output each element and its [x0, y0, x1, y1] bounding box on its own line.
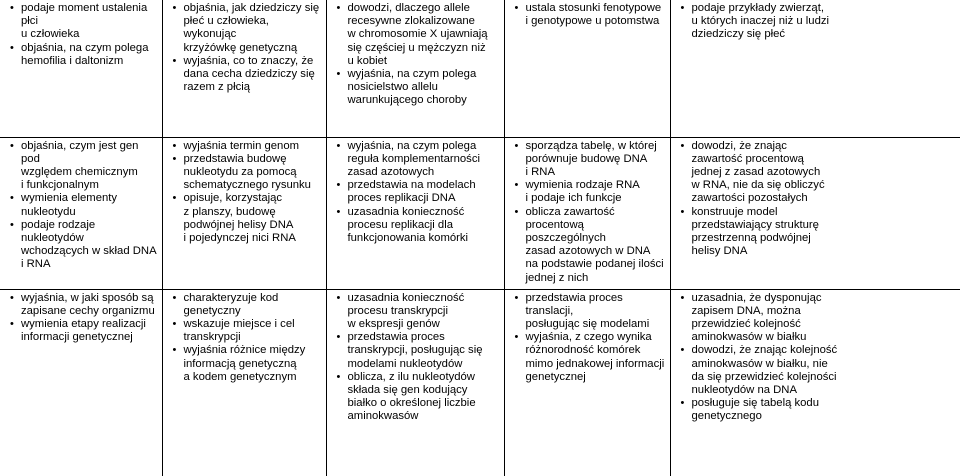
requirement-item-continuation: dziedziczy się płeć — [691, 28, 786, 41]
requirement-item-continuation: zapisem DNA, można — [691, 304, 801, 317]
requirement-item-continuation: względem chemicznym — [21, 165, 138, 178]
requirement-item: • uzasadnia konieczność — [337, 292, 501, 305]
requirement-item: • podaje moment ustalenia płci — [10, 2, 159, 28]
requirement-item: • objaśnia, na czym polega — [10, 42, 159, 55]
requirement-item: • dowodzi, że znając — [681, 140, 958, 153]
requirement-item: • uzasadnia, że dysponując — [681, 292, 958, 305]
requirement-item-continuation: proces replikacji DNA — [347, 192, 456, 205]
requirement-cell-level-3 — [326, 289, 504, 476]
requirement-item-continuation: hemofilia i daltonizm — [21, 54, 124, 67]
nucleic-acids-row — [0, 137, 960, 289]
requirement-item-continuation: transkrypcji — [183, 331, 241, 344]
requirement-item-continuation: dana cecha dziedziczy się — [183, 68, 315, 81]
requirement-cell-level-4 — [504, 289, 670, 476]
requirement-item-continuation: z planszy, budowę — [183, 205, 276, 218]
requirement-item-continuation: przestrzenną podwójnej — [691, 231, 811, 244]
requirement-item-continuation: zasad azotowych w DNA — [525, 245, 651, 258]
requirement-item-continuation: w RNA, nie da się obliczyć — [691, 179, 825, 192]
requirement-cell-level-3 — [326, 0, 504, 137]
requirement-list — [10, 2, 159, 68]
requirement-item: • wyjaśnia, z czego wynika — [515, 331, 667, 344]
requirement-list — [681, 140, 958, 259]
requirement-list — [681, 292, 958, 424]
requirement-item-continuation: porównuje budowę DNA — [525, 152, 648, 165]
requirement-cell-level-2 — [162, 289, 326, 476]
requirement-item: • wymienia etapy realizacji — [10, 318, 159, 331]
requirement-item: • wyjaśnia różnice między — [173, 344, 323, 357]
requirement-item: • przedstawia proces translacji, — [515, 292, 667, 318]
requirement-cell-level-4 — [504, 0, 670, 137]
requirement-item: • sporządza tabelę, w której — [515, 140, 667, 153]
requirement-item-continuation: razem z płcią — [183, 81, 251, 94]
requirement-list — [515, 2, 667, 28]
requirement-item-continuation: nosicielstwo allelu — [347, 81, 438, 94]
requirement-item: • dowodzi, że znając kolejność — [681, 344, 958, 357]
requirement-list — [515, 140, 667, 285]
requirement-item-continuation: nukleotydu — [21, 205, 76, 218]
requirement-item: • oblicza, z ilu nukleotydów — [337, 371, 501, 384]
requirement-item: • podaje rodzaje nukleotydów — [10, 219, 159, 245]
requirement-item: • wyjaśnia, na czym polega — [337, 68, 501, 81]
requirement-item: • posługuje się tabelą kodu — [681, 397, 958, 410]
requirement-item-continuation: schematycznego rysunku — [183, 179, 311, 192]
requirement-item: • wyjaśnia, co to znaczy, że — [173, 55, 323, 68]
requirement-list — [337, 292, 501, 424]
requirement-item-continuation: a kodem genetycznym — [183, 370, 297, 383]
requirement-item: • konstruuje model — [681, 206, 958, 219]
requirement-item-continuation: składa się gen kodujący — [347, 383, 468, 396]
requirement-list — [337, 140, 501, 246]
requirement-item-continuation: procesu transkrypcji — [347, 304, 448, 317]
requirement-cell-level-5 — [670, 137, 960, 289]
requirement-item-continuation: mimo jednakowej informacji — [525, 357, 665, 370]
requirement-item-continuation: procesu replikacji dla — [347, 218, 453, 231]
requirement-cell-level-3 — [326, 137, 504, 289]
requirement-item-continuation: transkrypcji, posługując się — [347, 344, 483, 357]
requirement-item-continuation: podwójnej helisy DNA — [183, 218, 294, 231]
requirement-item-continuation: zawartość procentową — [691, 152, 804, 165]
requirement-item-continuation: genetyczny — [183, 304, 241, 317]
requirement-item-continuation: i funkcjonalnym — [21, 179, 99, 192]
requirement-item-continuation: zasad azotowych — [347, 165, 435, 178]
requirement-item: • objaśnia, jak dziedziczy się — [173, 2, 323, 15]
requirement-item-continuation: modelami nukleotydów — [347, 357, 463, 370]
requirement-item: • dowodzi, dlaczego allele — [337, 2, 501, 15]
requirement-item-continuation: przedstawiający strukturę — [691, 218, 819, 231]
requirement-item-continuation: w ekspresji genów — [347, 317, 440, 330]
requirement-cell-level-2 — [162, 137, 326, 289]
requirement-item-continuation: informacją genetyczną — [183, 357, 297, 370]
requirement-item-continuation: genetycznej — [525, 370, 586, 383]
requirement-item-continuation: i pojedynczej nici RNA — [183, 231, 296, 244]
requirement-item-continuation: w chromosomie X ujawniają — [347, 28, 488, 41]
requirement-item-continuation: u kobiet — [347, 54, 388, 67]
requirement-item: • ustala stosunki fenotypowe — [515, 2, 667, 15]
requirement-item-continuation: przewidzieć kolejność — [691, 317, 801, 330]
requirement-item: • przedstawia budowę — [173, 153, 323, 166]
requirement-item: • wyjaśnia, na czym polega — [337, 140, 501, 153]
requirement-item-continuation: i genotypowe u potomstwa — [525, 15, 660, 28]
requirement-cell-level-5 — [670, 289, 960, 476]
requirement-item: • uzasadnia konieczność — [337, 206, 501, 219]
requirement-item-continuation: warunkującego choroby — [347, 94, 467, 107]
requirement-item-continuation: reguła komplementarności — [347, 152, 480, 165]
requirement-item: • wskazuje miejsce i cel — [173, 318, 323, 331]
requirement-item: • wyjaśnia termin genom — [173, 140, 323, 153]
requirement-item-continuation: nukleotydów na DNA — [691, 383, 797, 396]
requirement-item-continuation: posługując się modelami — [525, 317, 650, 330]
requirement-item-continuation: i RNA — [21, 258, 51, 271]
requirement-list — [337, 2, 501, 108]
requirement-item-continuation: różnorodność komórek — [525, 344, 641, 357]
requirement-list — [173, 2, 323, 94]
requirement-item-continuation: białko o określonej liczbie — [347, 397, 476, 410]
requirement-item: • wyjaśnia, w jaki sposób są — [10, 292, 159, 305]
requirement-item-continuation: funkcjonowania komórki — [347, 231, 469, 244]
requirement-item: • przedstawia na modelach — [337, 179, 501, 192]
requirement-item-continuation: i podaje ich funkcje — [525, 192, 622, 205]
requirement-cell-level-1 — [0, 289, 162, 476]
requirement-cell-level-1 — [0, 137, 162, 289]
requirement-list — [515, 292, 667, 384]
requirement-item-continuation: u których inaczej niż u ludzi — [691, 15, 830, 28]
requirement-cell-level-4 — [504, 137, 670, 289]
requirement-item-continuation: jednej z nich — [525, 271, 589, 284]
requirement-item: • wymienia rodzaje RNA — [515, 179, 667, 192]
requirement-item-continuation: się częściej u mężczyzn niż — [347, 41, 486, 54]
requirement-item-continuation: informacji genetycznej — [21, 331, 133, 344]
requirement-item-continuation: aminokwasów — [347, 410, 419, 423]
requirement-item-continuation: u człowieka — [21, 28, 80, 41]
requirement-list — [10, 292, 159, 345]
requirement-item-continuation: recesywne zlokalizowane — [347, 15, 475, 28]
requirement-item-continuation: da się przewidzieć kolejności — [691, 370, 837, 383]
requirement-cell-level-5 — [670, 0, 960, 137]
requirement-item-continuation: zawartości pozostałych — [691, 192, 808, 205]
requirement-item-continuation: aminokwasów w białku — [691, 331, 807, 344]
requirement-item: • przedstawia proces — [337, 331, 501, 344]
requirement-list — [173, 140, 323, 246]
requirement-item: • objaśnia, czym jest gen pod — [10, 140, 159, 166]
requirement-item-continuation: genetycznego — [691, 410, 762, 423]
requirement-list — [173, 292, 323, 384]
gene-expression-row — [0, 289, 960, 476]
requirement-item-continuation: jednej z zasad azotowych — [691, 165, 821, 178]
requirement-item-continuation: helisy DNA — [691, 245, 748, 258]
requirement-item-continuation: płeć u człowieka, wykonując — [183, 15, 269, 41]
requirement-item-continuation: nukleotydu za pomocą — [183, 165, 297, 178]
requirement-item-continuation: na podstawie podanej ilości — [525, 258, 664, 271]
requirement-cell-level-1 — [0, 0, 162, 137]
requirement-item-continuation: aminokwasów w białku, nie — [691, 357, 828, 370]
requirement-item: • charakteryzuje kod — [173, 292, 323, 305]
requirement-item: • opisuje, korzystając — [173, 192, 323, 205]
requirement-cell-level-2 — [162, 0, 326, 137]
requirement-list — [681, 2, 958, 42]
requirement-item: • podaje przykłady zwierząt, — [681, 2, 958, 15]
requirement-item-continuation: i RNA — [525, 165, 555, 178]
requirement-item-continuation: procentową poszczególnych — [525, 218, 606, 244]
requirement-item-continuation: krzyżówkę genetyczną — [183, 41, 298, 54]
requirement-item: • oblicza zawartość — [515, 206, 667, 219]
requirement-item: • wymienia elementy — [10, 192, 159, 205]
requirement-item-continuation: zapisane cechy organizmu — [21, 304, 155, 317]
sex-linked-inheritance-row — [0, 0, 960, 137]
requirement-list — [10, 140, 159, 272]
requirement-item-continuation: wchodzących w skład DNA — [21, 245, 157, 258]
